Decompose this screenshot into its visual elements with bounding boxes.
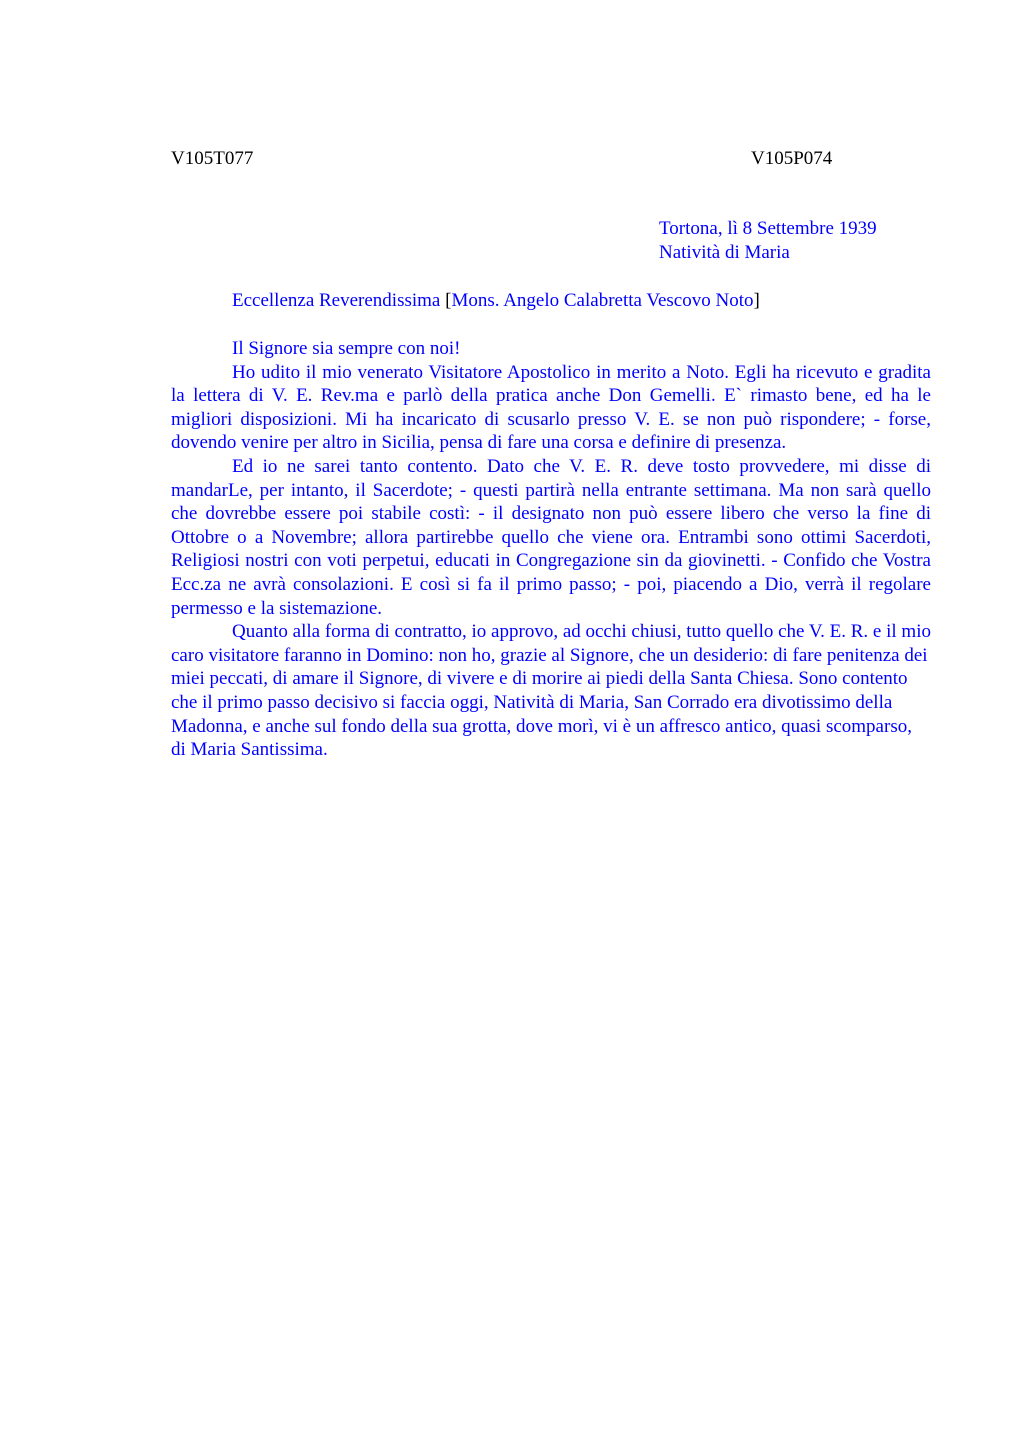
bracket-open: [ (445, 290, 452, 311)
dateline (659, 217, 877, 264)
body-paragraph-1: Ho udito il mio venerato Visitatore Apostolico in merito a Noto. Egli ha ricevuto e gradita la lettera di V. E. Rev.ma e parlò della pratica anche Don Gemelli. E` rimasto bene, ed ha le migliori disposizioni. Mi ha incaricato di scusarlo presso V. E. se non può rispondere; - forse, dovendo venire per altro in Sicilia, pensa di fare una corsa e definire di presenza. (171, 361, 931, 454)
document-code-left: V105T077 (171, 148, 254, 169)
body-paragraph-3: Quanto alla forma di contratto, io approvo, ad occhi chiusi, tutto quello che V. E. R. e il mio caro visitatore faranno in Domino: non ho, grazie al Signore, che un desiderio: di fare penitenza dei miei peccati, di amare il Signore, di vivere e di morire ai piedi della Santa Chiesa. Sono contento che il primo passo decisivo si faccia oggi, Natività di Maria, San Corrado era divotissimo della Madonna, e anche sul fondo della sua grotta, dove morì, vi è un affresco antico, quasi scomparso, di Maria Santissima. (171, 621, 931, 761)
place-and-date: Tortona, lì 8 Settembre 1939 (659, 218, 877, 239)
addressee: Mons. Angelo Calabretta Vescovo Noto (451, 290, 754, 311)
letter-body (171, 337, 931, 762)
greeting-line: Il Signore sia sempre con noi! (232, 338, 461, 359)
body-paragraph-2: Ed io ne sarei tanto contento. Dato che V. E. R. deve tosto provvedere, mi disse di mandarLe, per intanto, il Sacerdote; - questi partirà nella entrante settimana. Ma non sarà quello che dovrebbe essere poi stabile costì: - il designato non può essere libero che verso la fine di Ottobre o a Novembre; allora partirebbe quello che viene ora. Entrambi sono ottimi Sacerdoti, Religiosi nostri con voti perpetui, educati in Congregazione sin da giovinetti. - Confido che Vostra Ecc.za ne avrà consolazioni. E così si fa il primo passo; - poi, piacendo a Dio, verrà il regolare permesso e la sistemazione. (171, 455, 931, 619)
bracket-close: ] (753, 290, 760, 311)
document-code-right: V105P074 (751, 148, 833, 169)
salutation (232, 289, 760, 313)
salutation-title: Eccellenza Reverendissima (232, 290, 441, 311)
feast-day: Natività di Maria (659, 241, 790, 263)
